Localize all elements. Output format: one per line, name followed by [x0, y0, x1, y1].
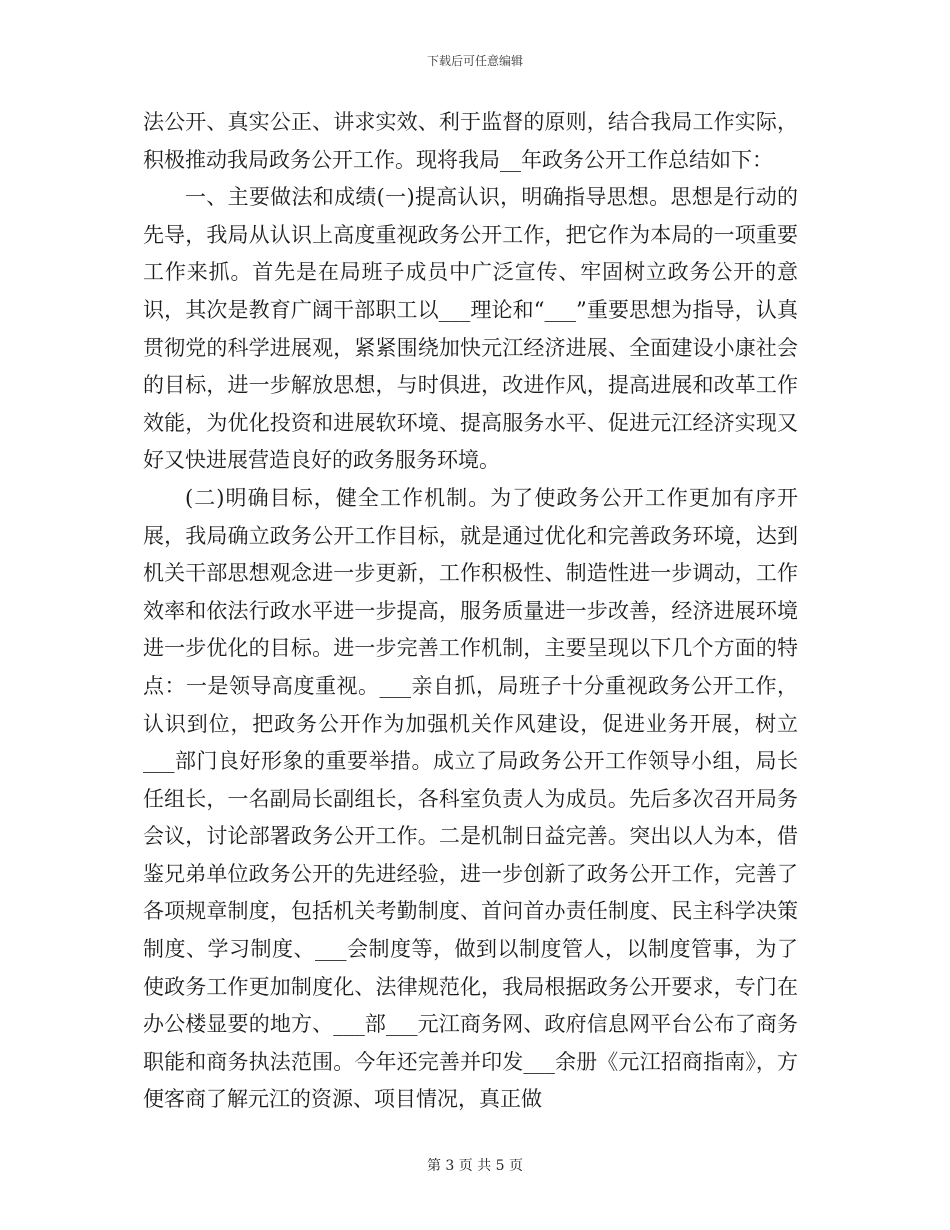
paragraph-section-one: 一、主要做法和成绩(一)提高认识，明确指导思想。思想是行动的先导，我局从认识上高度重视政务公开工作，把它作为本局的一项重要工作来抓。首先是在局班子成员中广泛宣传、牢固树立政务公开的意识，其次是教育广阔干部职工以___理论和“___”重要思想为指导，认真贯彻党的科学进展观，紧紧围绕加快元江经济进展、全面建设小康社会的目标，进一步解放思想，与时俱进，改进作风，提高进展和改革工作效能，为优化投资和进展软环境、提高服务水平、促进元江经济实现又好又快进展营造良好的政务服务环境。 — [143, 185, 798, 473]
paragraph-section-two: (二)明确目标，健全工作机制。为了使政务公开工作更加有序开展，我局确立政务公开工作目标，就是通过优化和完善政务环境，达到机关干部思想观念进一步更新，工作积极性、制造性进一步调动，工作效率和依法行政水平进一步提高，服务质量进一步改善，经济进展环境进一步优化的目标。进一步完善工作机制，主要呈现以下几个方面的特点：一是领导高度重视。___亲自抓，局班子十分重视政务公开工作，认识到位，把政务公开作为加强机关作风建设，促进业务开展，树立___部门良好形象的重要举措。成立了局政务公开工作领导小组，局长任组长，一名副局长副组长，各科室负责人为成员。先后多次召开局务会议，讨论部署政务公开工作。二是机制日益完善。突出以人为本，借鉴兄弟单位政务公开的先进经验，进一步创新了政务公开工作，完善了各项规章制度，包括机关考勤制度、首问首办责任制度、民主科学决策制度、学习制度、___会制度等，做到以制度管人，以制度管事，为了使政务工作更加制度化、法律规范化，我局根据政务公开要求，专门在办公楼显要的地方、___部___元江商务网、政府信息网平台公布了商务职能和商务执法范围。今年还完善并印发___余册《元江招商指南》，方便客商了解元江的资源、项目情况，真正做 — [143, 485, 798, 1112]
page-header-note: 下载后可任意编辑 — [426, 54, 523, 68]
page-number: 第 3 页 共 5 页 — [426, 1158, 524, 1174]
paragraph-continuation: 法公开、真实公正、讲求实效、利于监督的原则，结合我局工作实际，积极推动我局政务公开工作。现将我局__年政务公开工作总结如下： — [143, 110, 798, 172]
document-body — [143, 104, 798, 1119]
